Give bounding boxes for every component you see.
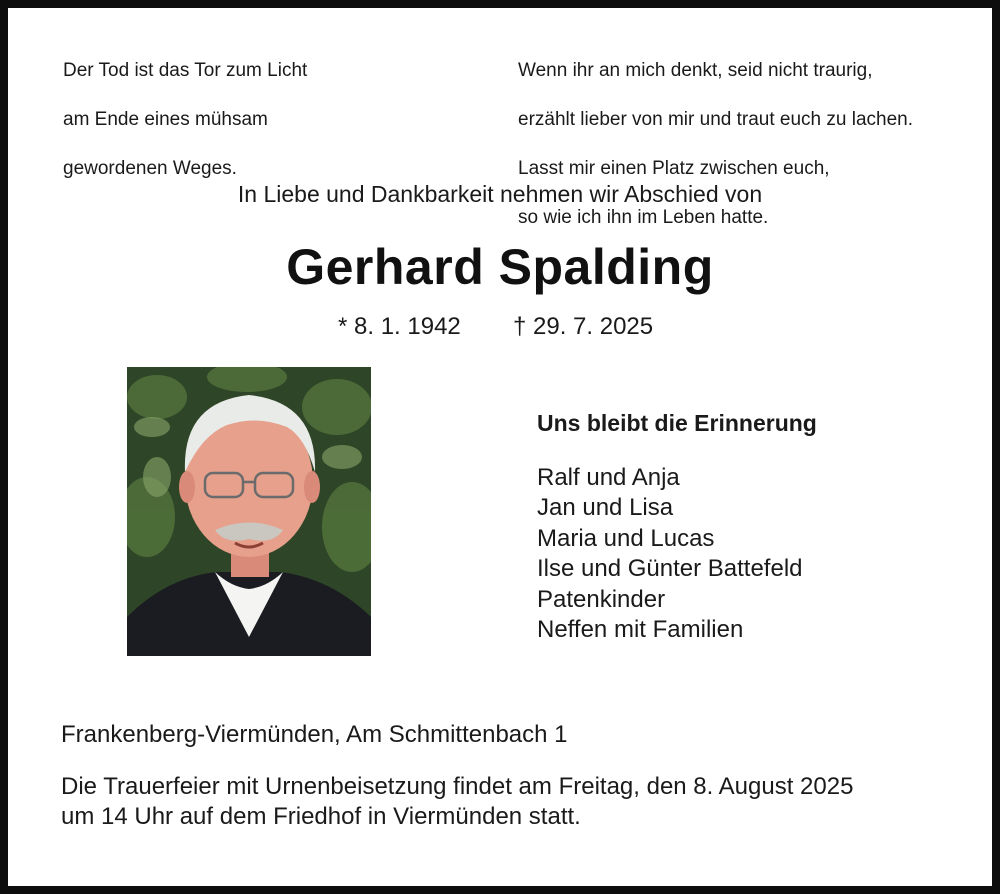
mourner-item: Ralf und Anja <box>537 464 680 491</box>
quote-left-line: Der Tod ist das Tor zum Licht <box>63 59 308 81</box>
memory-title: Uns bleibt die Erinnerung <box>537 410 817 436</box>
mourner-item: Neffen mit Familien <box>537 616 744 644</box>
quote-left-line: gewordenen Weges. <box>63 157 237 179</box>
ceremony-info <box>61 772 853 832</box>
quote-right-line: Lasst mir einen Platz zwischen euch, <box>518 157 830 179</box>
quote-left-line: am Ende eines mühsam <box>63 108 268 130</box>
death-date: † 29. 7. 2025 <box>513 313 654 340</box>
deceased-name: Gerhard Spalding <box>286 239 714 295</box>
mourner-item: Jan und Lisa <box>537 494 674 522</box>
quote-right <box>518 34 913 255</box>
mourners-list <box>537 463 803 645</box>
quote-right-line: so wie ich ihn im Leben hatte. <box>518 206 769 228</box>
address: Frankenberg-Viermünden, Am Schmittenbach 1 <box>61 721 568 748</box>
mourner-item: Ilse und Günter Battefeld <box>537 555 803 583</box>
mourner-item: Patenkinder <box>537 585 666 613</box>
quote-left <box>63 34 307 206</box>
intro-text: In Liebe und Dankbarkeit nehmen wir Abschied von <box>237 181 763 207</box>
birth-date: * 8. 1. 1942 <box>338 313 461 340</box>
quote-right-line: Wenn ihr an mich denkt, seid nicht traurig, <box>518 59 873 81</box>
ceremony-line: um 14 Uhr auf dem Friedhof in Viermünden statt. <box>61 803 581 830</box>
portrait-photo <box>127 367 371 656</box>
mourner-item: Maria und Lucas <box>537 524 715 552</box>
quote-right-line: erzählt lieber von mir und traut euch zu lachen. <box>518 108 913 130</box>
ceremony-line: Die Trauerfeier mit Urnenbeisetzung findet am Freitag, den 8. August 2025 <box>61 773 854 800</box>
